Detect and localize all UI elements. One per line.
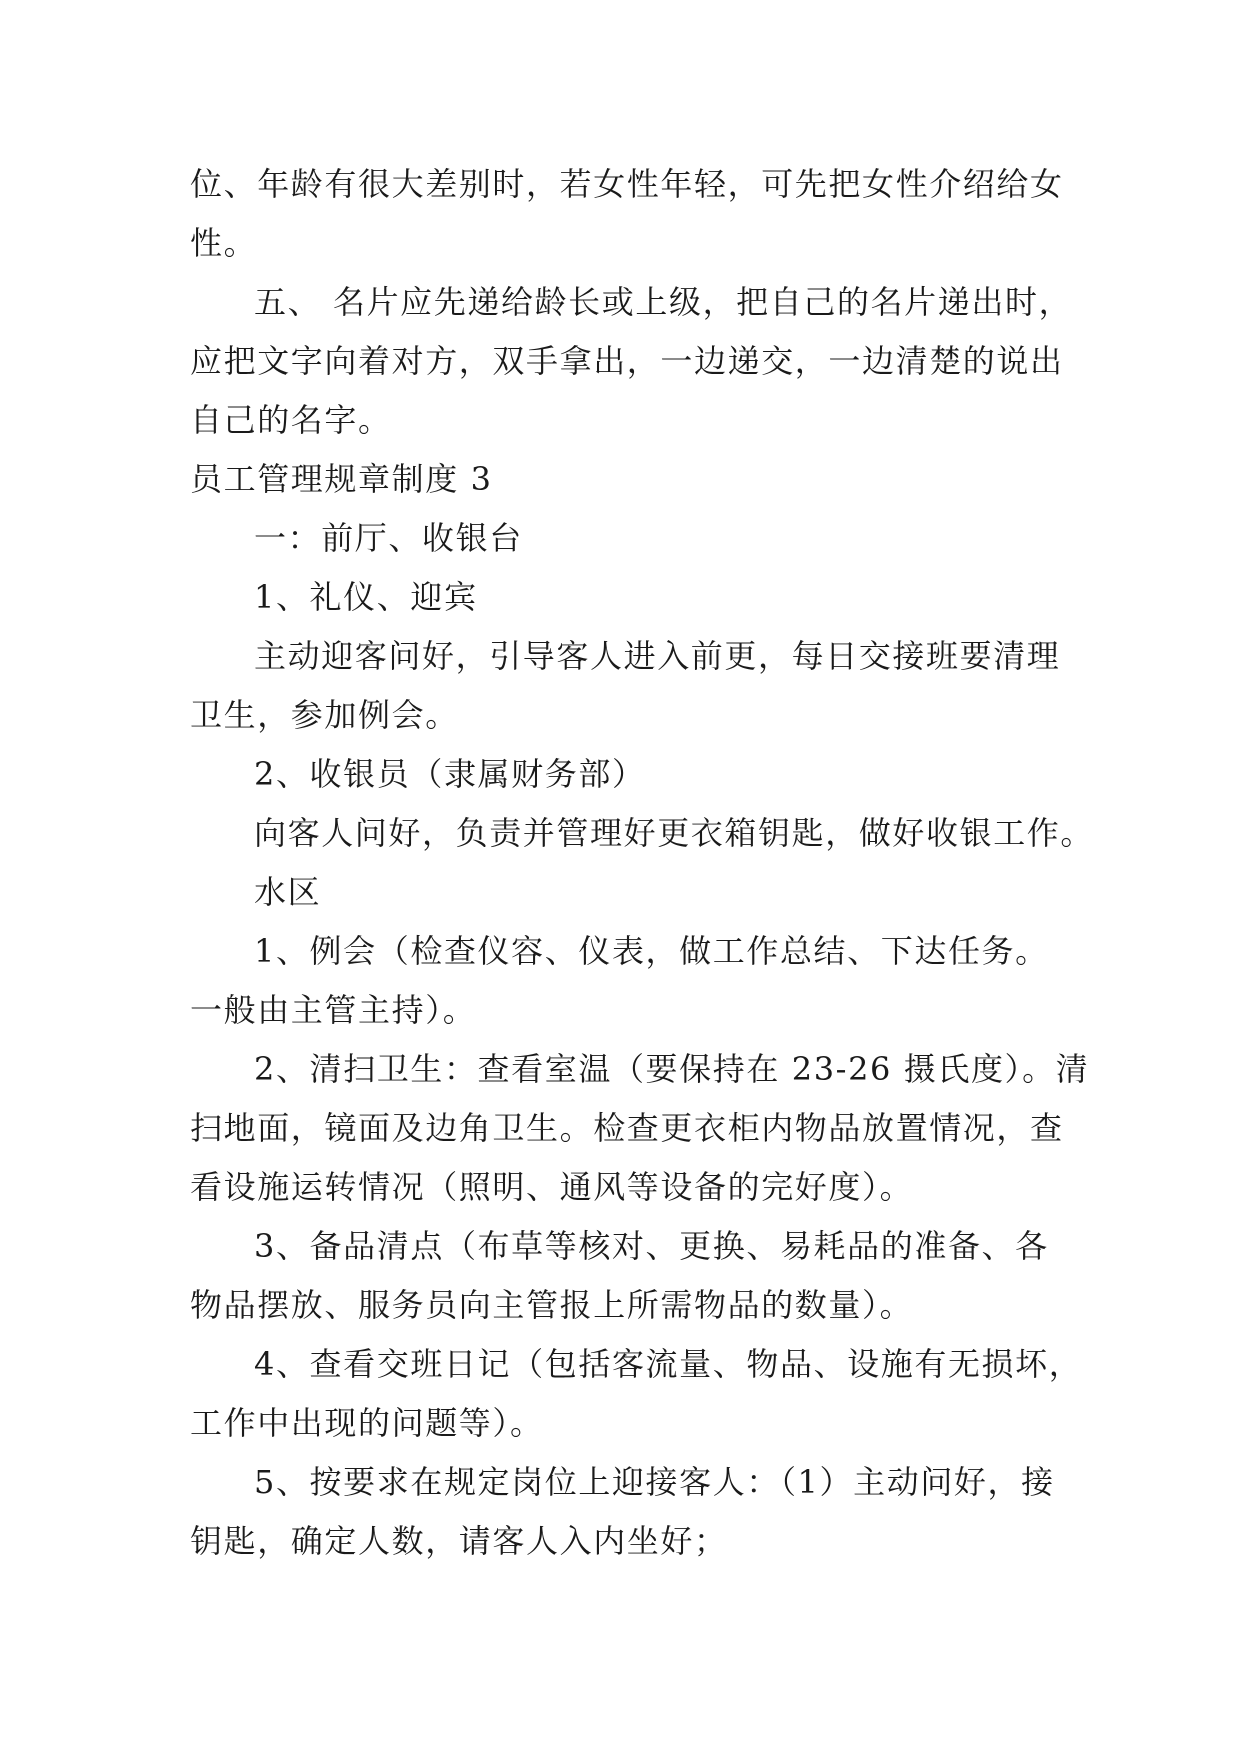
document-body <box>190 155 1095 1571</box>
text-line: 应把文字向着对方，双手拿出，一边递交，一边清楚的说出 <box>190 342 1064 380</box>
text-line: 3、备品清点（布草等核对、更换、易耗品的准备、各 <box>254 1227 1049 1265</box>
text-line: 位、年龄有很大差别时，若女性年轻，可先把女性介绍给女 <box>190 165 1064 203</box>
section-heading: 员工管理规章制度 3 <box>190 460 493 498</box>
text-line: 工作中出现的问题等）。 <box>190 1404 544 1442</box>
text-line: 4、查看交班日记（包括客流量、物品、设施有无损坏， <box>254 1345 1083 1383</box>
text-line: 看设施运转情况（照明、通风等设备的完好度）。 <box>190 1168 914 1206</box>
text-line: 自己的名字。 <box>190 401 392 439</box>
text-line: 向客人问好，负责并管理好更衣箱钥匙，做好收银工作。 <box>254 814 1095 852</box>
text-line: 卫生，参加例会。 <box>190 696 459 734</box>
text-line: 主动迎客问好，引导客人进入前更，每日交接班要清理 <box>254 637 1061 675</box>
text-line: 一：前厅、收银台 <box>254 519 523 557</box>
text-line: 2、收银员（隶属财务部） <box>254 755 646 793</box>
text-line: 性。 <box>190 224 258 262</box>
text-line: 一般由主管主持）。 <box>190 991 477 1029</box>
text-line: 5、按要求在规定岗位上迎接客人：（1）主动问好，接 <box>254 1463 1055 1501</box>
text-line: 扫地面，镜面及边角卫生。检查更衣柜内物品放置情况，查 <box>190 1109 1064 1147</box>
text-line: 2、清扫卫生：查看室温（要保持在 23-26 摄氏度）。清 <box>254 1050 1090 1088</box>
text-line: 1、例会（检查仪容、仪表，做工作总结、下达任务。 <box>254 932 1049 970</box>
text-line: 钥匙，确定人数，请客人入内坐好； <box>190 1522 728 1560</box>
text-line: 水区 <box>254 873 322 911</box>
text-line: 五、 名片应先递给龄长或上级，把自己的名片递出时， <box>254 283 1073 321</box>
text-line: 物品摆放、服务员向主管报上所需物品的数量）。 <box>190 1286 914 1324</box>
text-line: 1、礼仪、迎宾 <box>254 578 478 616</box>
